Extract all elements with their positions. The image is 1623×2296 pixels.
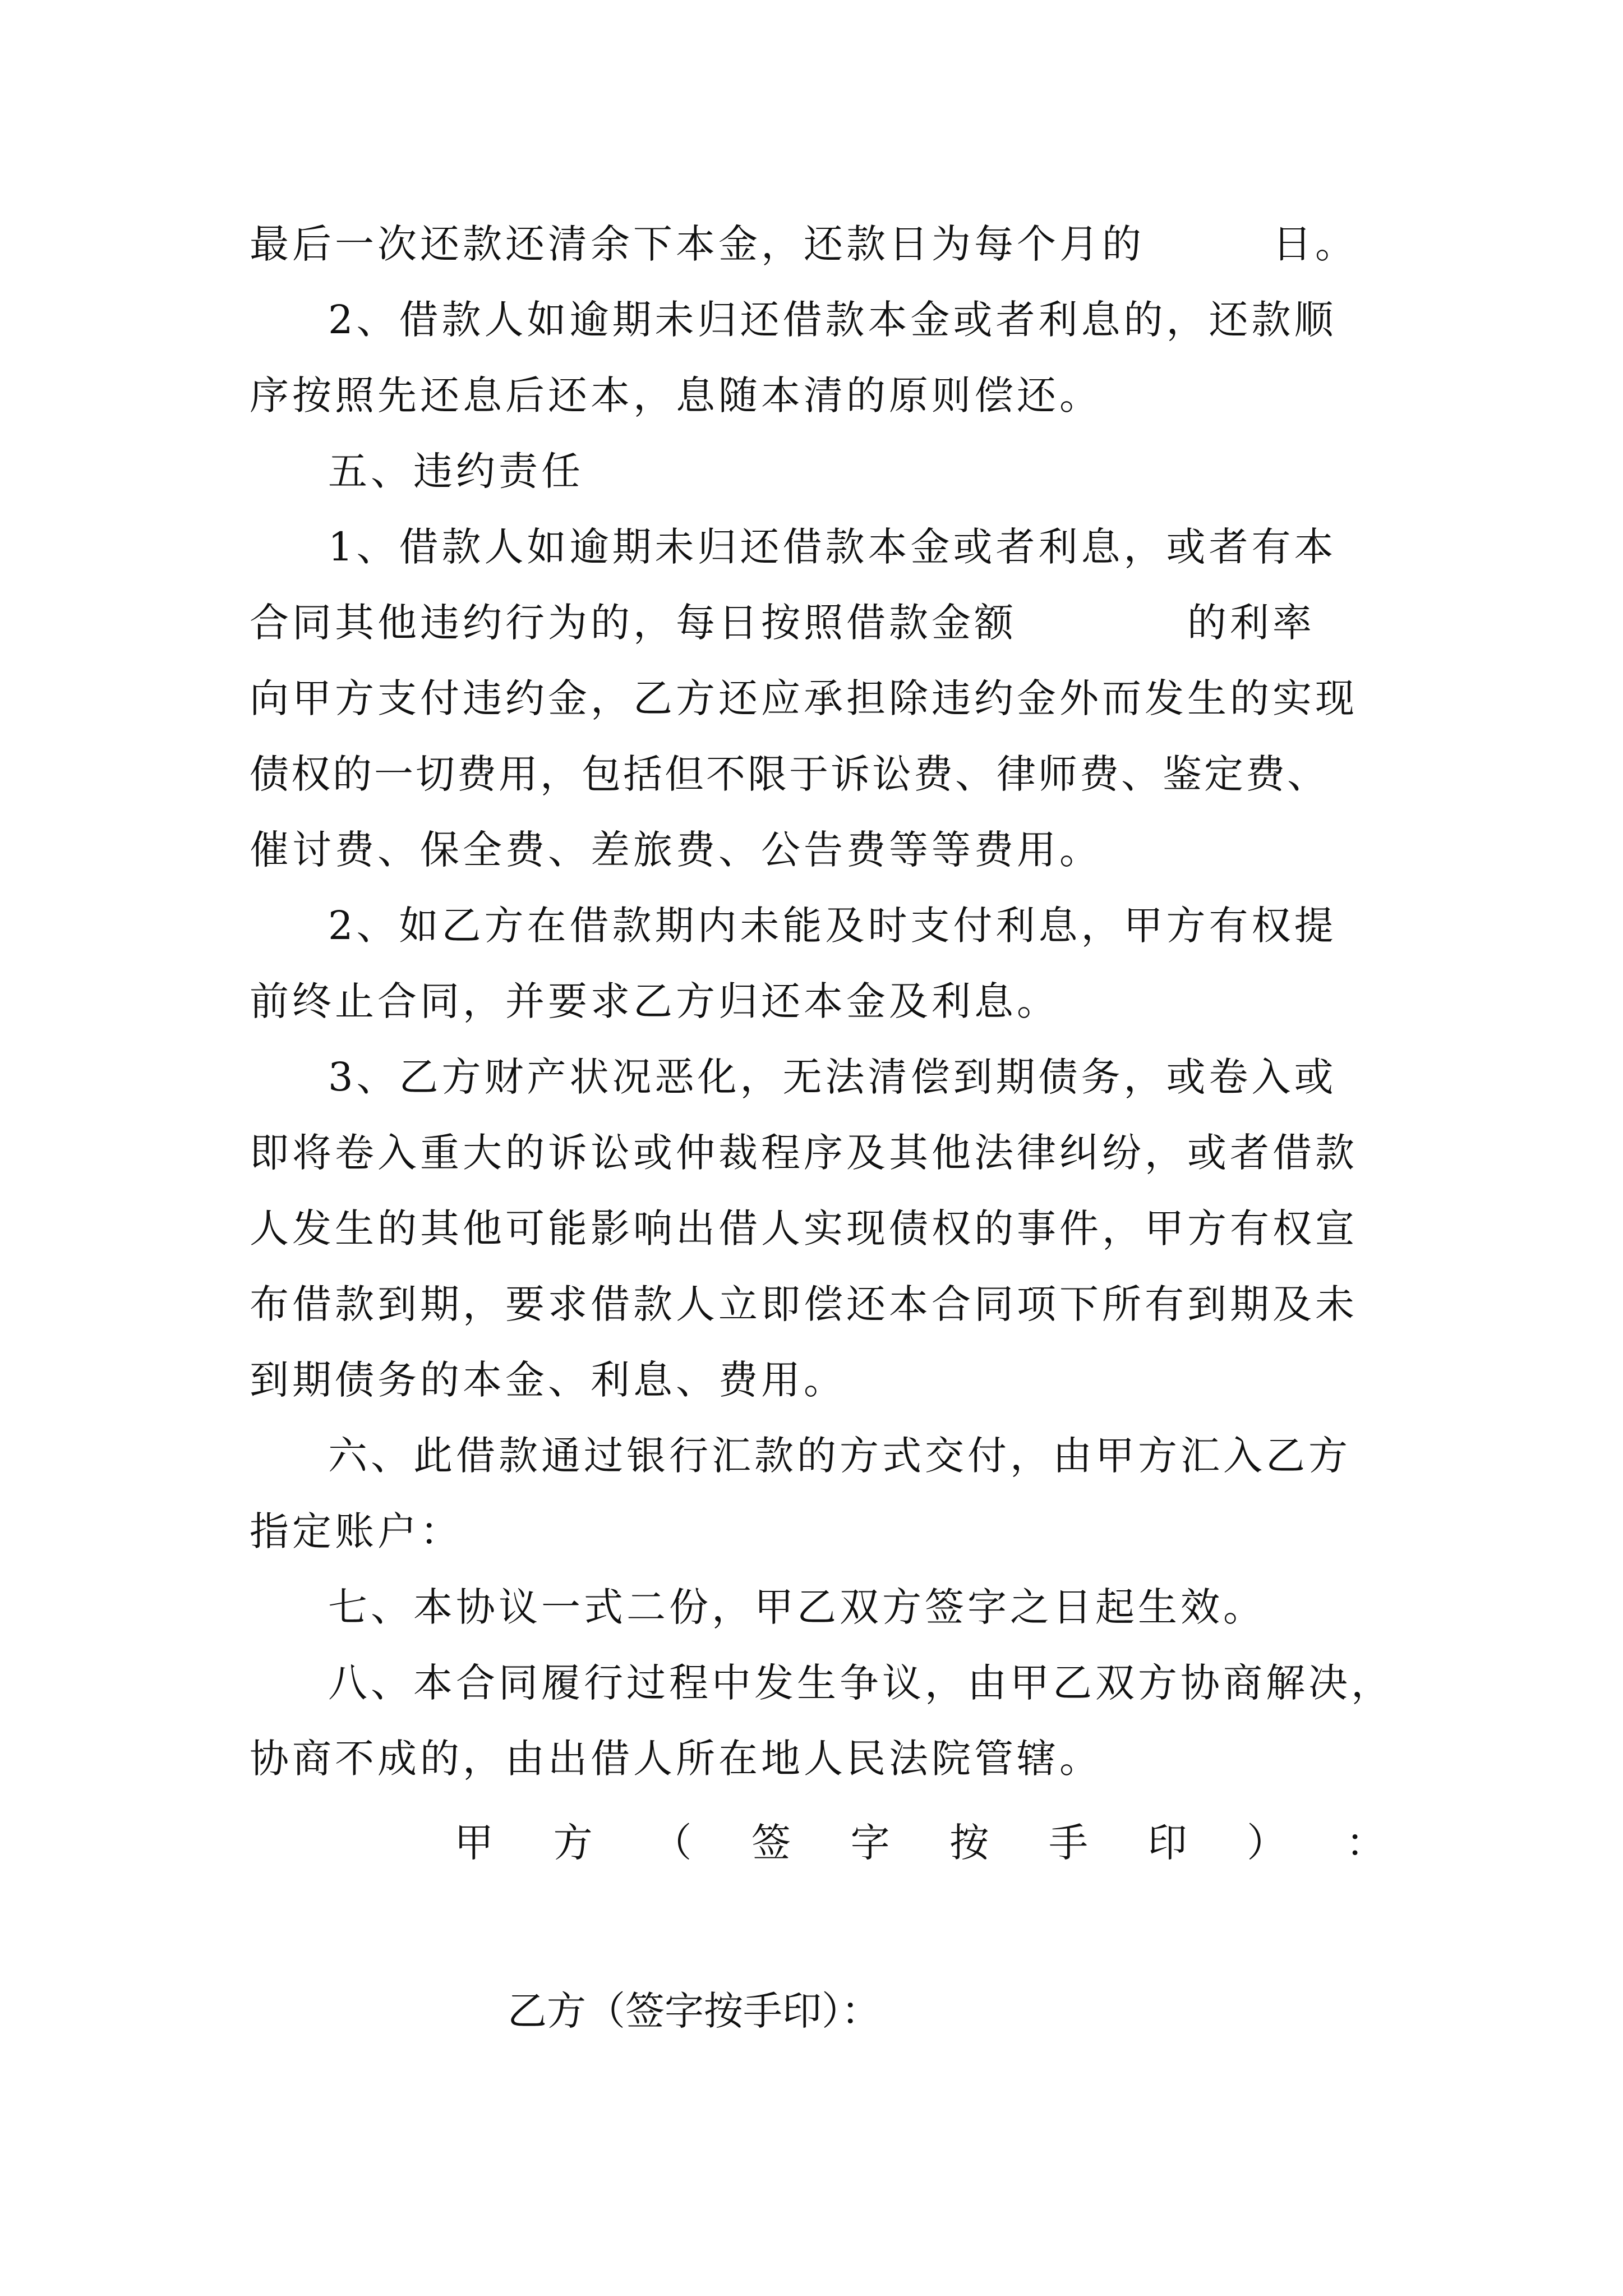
text-line: 八、本合同履行过程中发生争议，由甲乙双方协商解决， [328,1660,1394,1706]
signature-char: 印 [1147,1820,1187,1866]
text-line: 2、借款人如逾期未归还借款本金或者利息的，还款顺 [328,297,1337,343]
text-line: 1、借款人如逾期未归还借款本金或者利息，或者有本 [328,524,1337,570]
text-line: 3、乙方财产状况恶化，无法清偿到期债务，或卷入或 [328,1054,1337,1100]
signature-char: 手 [1048,1820,1088,1866]
text-line: 催讨费、保全费、差旅费、公告费等等费用。 [250,827,1102,873]
text-line: 布借款到期，要求借款人立即偿还本合同项下所有到期及未 [250,1281,1358,1327]
text-line: 2、如乙方在借款期内未能及时支付利息，甲方有权提 [328,903,1337,949]
text-line: 七、本协议一式二份，甲乙双方签字之日起生效。 [328,1584,1266,1630]
party-b-signature-line: 乙方（签字按手印）： [508,1988,880,2034]
signature-char: 签 [751,1820,791,1866]
text-line: 到期债务的本金、利息、费用。 [250,1357,846,1403]
text-line: 序按照先还息后还本，息随本清的原则偿还。 [250,372,1102,418]
text-line: 即将卷入重大的诉讼或仲裁程序及其他法律纠纷，或者借款 [250,1130,1358,1176]
text-line: 债权的一切费用，包括但不限于诉讼费、律师费、鉴定费、 [250,751,1329,797]
section-heading: 五、违约责任 [328,448,584,494]
signature-char: 甲 [454,1820,494,1866]
text-line: 六、此借款通过银行汇款的方式交付，由甲方汇入乙方 [328,1433,1351,1479]
text-line: 前终止合同，并要求乙方归还本金及利息。 [250,978,1059,1024]
signature-char: （ [652,1820,692,1866]
text-line: 指定账户： [250,1508,463,1554]
text-line: 人发生的其他可能影响出借人实现债权的事件，甲方有权宣 [250,1205,1358,1251]
signature-char: 按 [949,1820,989,1866]
signature-char: 字 [850,1820,890,1866]
text-line: 向甲方支付违约金，乙方还应承担除违约金外而发生的实现 [250,675,1358,721]
signature-char: 方 [553,1820,593,1866]
party-a-signature-line [454,1815,1385,1871]
signature-char: ） [1247,1820,1287,1866]
text-line: 最后一次还款还清余下本金，还款日为每个月的 日。 [250,221,1358,267]
text-line: 合同其他违约行为的，每日按照借款金额 的利率 [250,600,1315,646]
text-line: 协商不成的，由出借人所在地人民法院管辖。 [250,1736,1102,1782]
signature-char: ： [1345,1820,1385,1866]
